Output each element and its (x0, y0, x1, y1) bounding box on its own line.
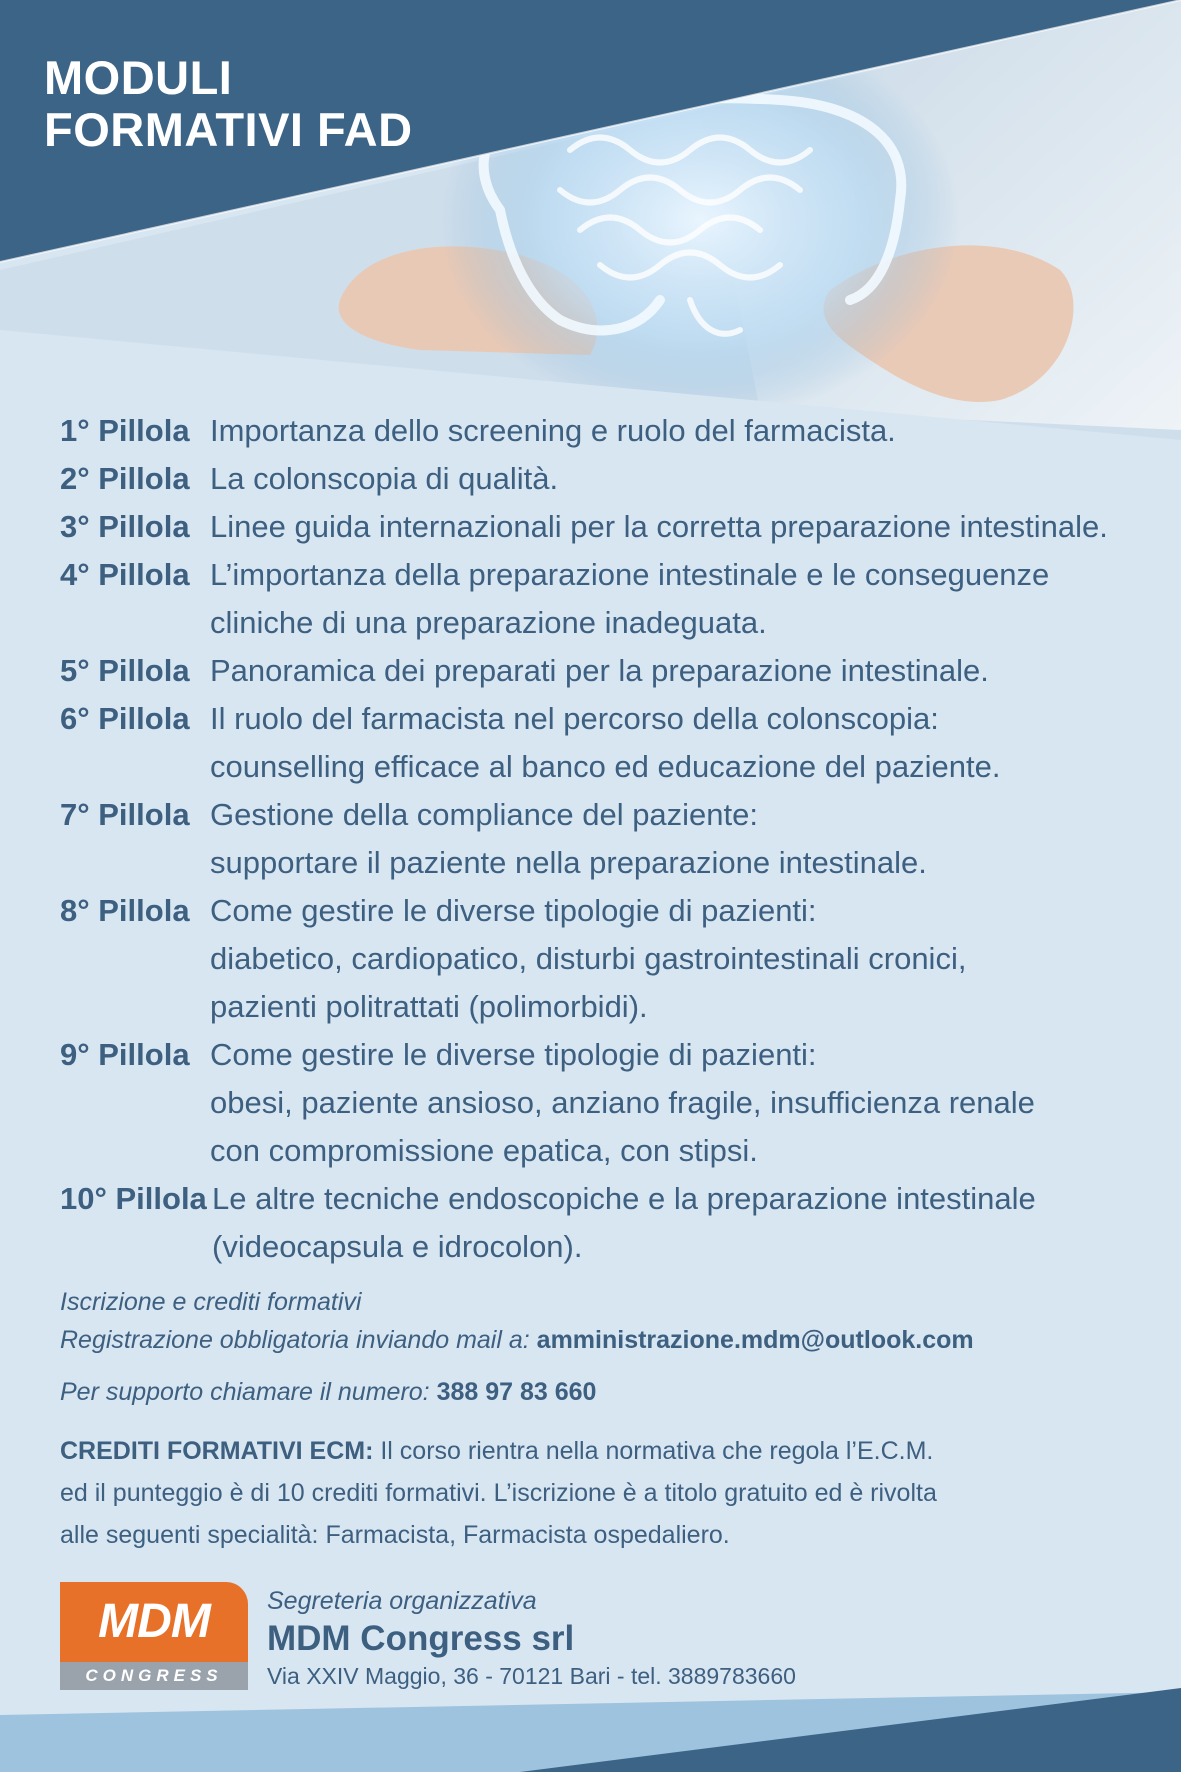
module-text: Come gestire le diverse tipologie di pazienti: (210, 1037, 817, 1072)
module-item (60, 1031, 1140, 1175)
module-number: 9° Pillola (60, 1037, 190, 1072)
module-text: pazienti politrattati (polimorbidi). (210, 989, 648, 1024)
ecm-line-2: ed il punteggio è di 10 crediti formativi. L’iscrizione è a titolo gratuito ed è rivolta (60, 1479, 937, 1507)
module-text: Panoramica dei preparati per la preparazione intestinale. (210, 653, 989, 688)
module-number: 2° Pillola (60, 461, 190, 496)
module-text: Le altre tecniche endoscopiche e la preparazione intestinale (212, 1181, 1036, 1216)
organizer-address: Via XXIV Maggio, 36 - 70121 Bari - tel. 3889783660 (267, 1663, 796, 1689)
module-text: Il ruolo del farmacista nel percorso della colonscopia: (210, 701, 939, 736)
module-text: Importanza dello screening e ruolo del farmacista. (210, 413, 896, 448)
module-item (60, 887, 1140, 1031)
module-text: diabetico, cardiopatico, disturbi gastrointestinali cronici, (210, 941, 967, 976)
title-line-2: FORMATIVI FAD (44, 103, 413, 156)
module-text: con compromissione epatica, con stipsi. (210, 1133, 758, 1168)
module-text: L’importanza della preparazione intestinale e le conseguenze (210, 557, 1050, 592)
module-text: La colonscopia di qualità. (210, 461, 559, 496)
module-text: Gestione della compliance del paziente: (210, 797, 759, 832)
page-title (44, 52, 413, 156)
module-item (60, 695, 1140, 791)
support-label: Per supporto chiamare il numero: (60, 1378, 430, 1406)
ecm-line-1: Il corso rientra nella normativa che regola l’E.C.M. (380, 1437, 934, 1465)
module-item (60, 791, 1140, 887)
module-number: 7° Pillola (60, 797, 190, 832)
module-item (60, 647, 1140, 695)
header-banner (0, 0, 1181, 440)
registration-label: Registrazione obbligatoria inviando mail a: (60, 1326, 530, 1354)
footer-band (0, 1680, 1181, 1772)
organizer-block (267, 1584, 796, 1692)
module-item (60, 455, 1140, 503)
module-number: 10° Pillola (60, 1181, 207, 1216)
module-text: Come gestire le diverse tipologie di pazienti: (210, 893, 817, 928)
support-info (60, 1373, 1140, 1411)
module-item (60, 551, 1140, 647)
module-item (60, 407, 1140, 455)
organizer-label: Segreteria organizzativa (267, 1587, 537, 1615)
logo-main: MDM (60, 1582, 248, 1662)
module-text: Linee guida internazionali per la corretta preparazione intestinale. (210, 509, 1108, 544)
module-number: 3° Pillola (60, 509, 190, 544)
module-text: supportare il paziente nella preparazione intestinale. (210, 845, 927, 880)
module-item (60, 503, 1140, 551)
logo-sub: CONGRESS (60, 1662, 248, 1690)
registration-heading: Iscrizione e crediti formativi (60, 1288, 362, 1316)
ecm-line-3: alle seguenti specialità: Farmacista, Farmacista ospedaliero. (60, 1521, 730, 1549)
ecm-credits (60, 1430, 1140, 1556)
module-text: (videocapsula e idrocolon). (212, 1229, 583, 1264)
module-number: 8° Pillola (60, 893, 190, 928)
ecm-label: CREDITI FORMATIVI ECM: (60, 1437, 374, 1465)
module-number: 5° Pillola (60, 653, 190, 688)
module-number: 6° Pillola (60, 701, 190, 736)
modules-list (60, 407, 1140, 1271)
title-line-1: MODULI (44, 51, 233, 104)
module-text: counselling efficace al banco ed educazione del paziente. (210, 749, 1001, 784)
module-text: obesi, paziente ansioso, anziano fragile, insufficienza renale (210, 1085, 1035, 1120)
registration-email[interactable]: amministrazione.mdm@outlook.com (536, 1326, 974, 1354)
module-number: 4° Pillola (60, 557, 190, 592)
organizer-name: MDM Congress srl (267, 1619, 575, 1658)
module-text: cliniche di una preparazione inadeguata. (210, 605, 767, 640)
mdm-logo (60, 1582, 248, 1690)
registration-info (60, 1283, 1140, 1359)
module-item (60, 1175, 1140, 1271)
module-number: 1° Pillola (60, 413, 190, 448)
support-phone[interactable]: 388 97 83 660 (436, 1378, 597, 1406)
